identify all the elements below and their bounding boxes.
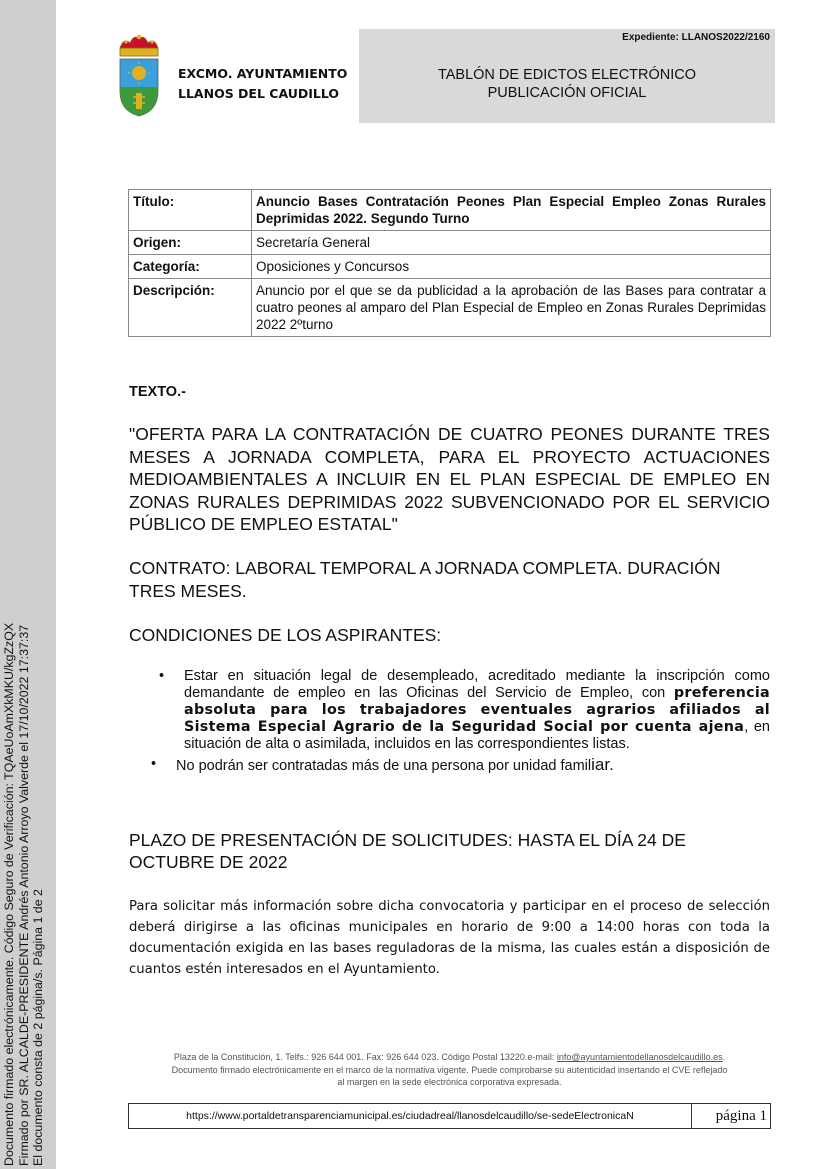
edict-board-title <box>359 66 775 102</box>
meta-key: Categoría: <box>129 255 252 279</box>
file-number: Expediente: LLANOS2022/2160 <box>622 32 770 43</box>
contract-statement: CONTRATO: LABORAL TEMPORAL A JORNADA COMPLETA. DURACIÓN TRES MESES. <box>129 558 721 601</box>
org-name-line-2: LLANOS DEL CAUDILLO <box>178 86 340 101</box>
list-item <box>129 756 770 775</box>
coat-of-arms-logo <box>114 33 164 117</box>
footer-address-line-1 <box>129 1051 770 1064</box>
email-link[interactable]: info@ayuntamientodellanosdelcaudillo.es <box>556 1052 723 1062</box>
bullet-icon: • <box>151 756 157 772</box>
condition-text-end: , en situación de alta o asimilada, incluidos en las correspondientes listas. <box>184 719 770 752</box>
meta-key: Descripción: <box>129 279 252 337</box>
meta-value-description: Anuncio por el que se da publicidad a la aprobación de las Bases para contratar a cuatro peones al amparo del Plan Especial de Empleo en Zonas Rurales Deprimidas 2022 2ºturno <box>252 279 771 337</box>
table-row <box>129 190 771 231</box>
meta-value-title: Anuncio Bases Contratación Peones Plan Especial Empleo Zonas Rurales Deprimidas 2022. Segundo Turno <box>252 190 771 231</box>
conditions-list <box>129 668 770 775</box>
footer-address-text: Plaza de la Constitución, 1. Telfs.: 926 644 001. Fax: 926 644 023. Código Postal 13220.e-mail: <box>173 1052 557 1062</box>
signature-sidebar <box>0 0 56 1169</box>
table-row <box>129 279 771 337</box>
meta-key: Origen: <box>129 231 252 255</box>
announcement-metadata-table <box>128 189 771 337</box>
footer-url-box <box>128 1103 771 1129</box>
meta-key: Título: <box>129 190 252 231</box>
page-number: página 1 <box>715 1108 767 1124</box>
edict-board-title-line-1: TABLÓN DE EDICTOS ELECTRÓNICO <box>437 67 697 83</box>
org-name-line-1: EXCMO. AYUNTAMIENTO <box>178 66 348 81</box>
condition-text: No podrán ser contratadas más de una persona por unidad famil <box>176 758 592 774</box>
table-row <box>129 231 771 255</box>
condition-text: Estar en situación legal de desempleado, acreditado mediante la inscripción como demandante de empleo en las Oficinas del Servicio de Empleo, con <box>184 668 770 701</box>
footer-address-line-2: Documento firmado electrónicamente en el marco de la normativa vigente. Puede comprobarse su autenticidad insertando el CVE reflejado <box>171 1064 728 1075</box>
footer-address-end: . <box>722 1052 726 1062</box>
meta-value: Oposiciones y Concursos <box>252 255 771 279</box>
edict-header-box <box>359 29 775 123</box>
list-item <box>129 668 770 753</box>
signature-line-3: El documento consta de 2 página/s. Página 1 de 2 <box>31 889 46 1166</box>
condition-emphasis: preferencia absoluta para los trabajadores eventuales agrarios afiliados al Sistema Especial Agrario de la Seguridad Social por cuenta ajena <box>184 685 770 735</box>
footer-address <box>129 1051 770 1089</box>
signature-line-1: Documento firmado electrónicamente. Código Seguro de Verificación: TQAeUoAmXkMKU/kgZzQX <box>2 622 16 1166</box>
organization-name <box>178 64 347 104</box>
signature-line-2: Firmado por SR. ALCALDE-PRESIDENTE Andrés Antonio Arroyo Valverde el 17/10/2022 17:37:37 <box>16 624 31 1166</box>
meta-value: Secretaría General <box>252 231 771 255</box>
signature-text <box>2 526 46 1166</box>
information-paragraph: Para solicitar más información sobre dicha convocatoria y participar en el proceso de selección deberá dirigirse a las oficinas municipales en horario de 9:00 a 14:00 horas con toda la documentación exigida en las bases reguladoras de la misma, las cuales están a disposición de cuantos estén interesados en el Ayuntamiento. <box>129 899 770 977</box>
condition-text-end: iar. <box>591 755 614 774</box>
table-row <box>129 255 771 279</box>
electronic-office-url[interactable]: https://www.portaldetransparenciamunicipal.es/ciudadreal/llanosdelcaudillo/se-sedeElectronicaN <box>129 1104 692 1128</box>
footer-address-line-3: al margen en la sede electrónica corporativa expresada. <box>337 1077 562 1087</box>
offer-statement: "OFERTA PARA LA CONTRATACIÓN DE CUATRO PEONES DURANTE TRES MESES A JORNADA COMPLETA, PARA EL PROYECTO ACTUACIONES MEDIOAMBIENTALES A INCLUIR EN EL PLAN ESPECIAL DE EMPLEO EN ZONAS RURALES DEPRIMIDAS 2022 SUBVENCIONADO POR EL SERVICIO PÚBLICO DE EMPLEO ESTATAL" <box>129 424 770 534</box>
conditions-heading: CONDICIONES DE LOS ASPIRANTES: <box>129 625 442 645</box>
edict-board-title-line-2: PUBLICACIÓN OFICIAL <box>487 85 647 101</box>
bullet-icon: • <box>159 668 165 684</box>
deadline-statement: PLAZO DE PRESENTACIÓN DE SOLICITUDES: HASTA EL DÍA 24 DE OCTUBRE DE 2022 <box>129 830 686 872</box>
text-heading: TEXTO.- <box>129 384 186 400</box>
